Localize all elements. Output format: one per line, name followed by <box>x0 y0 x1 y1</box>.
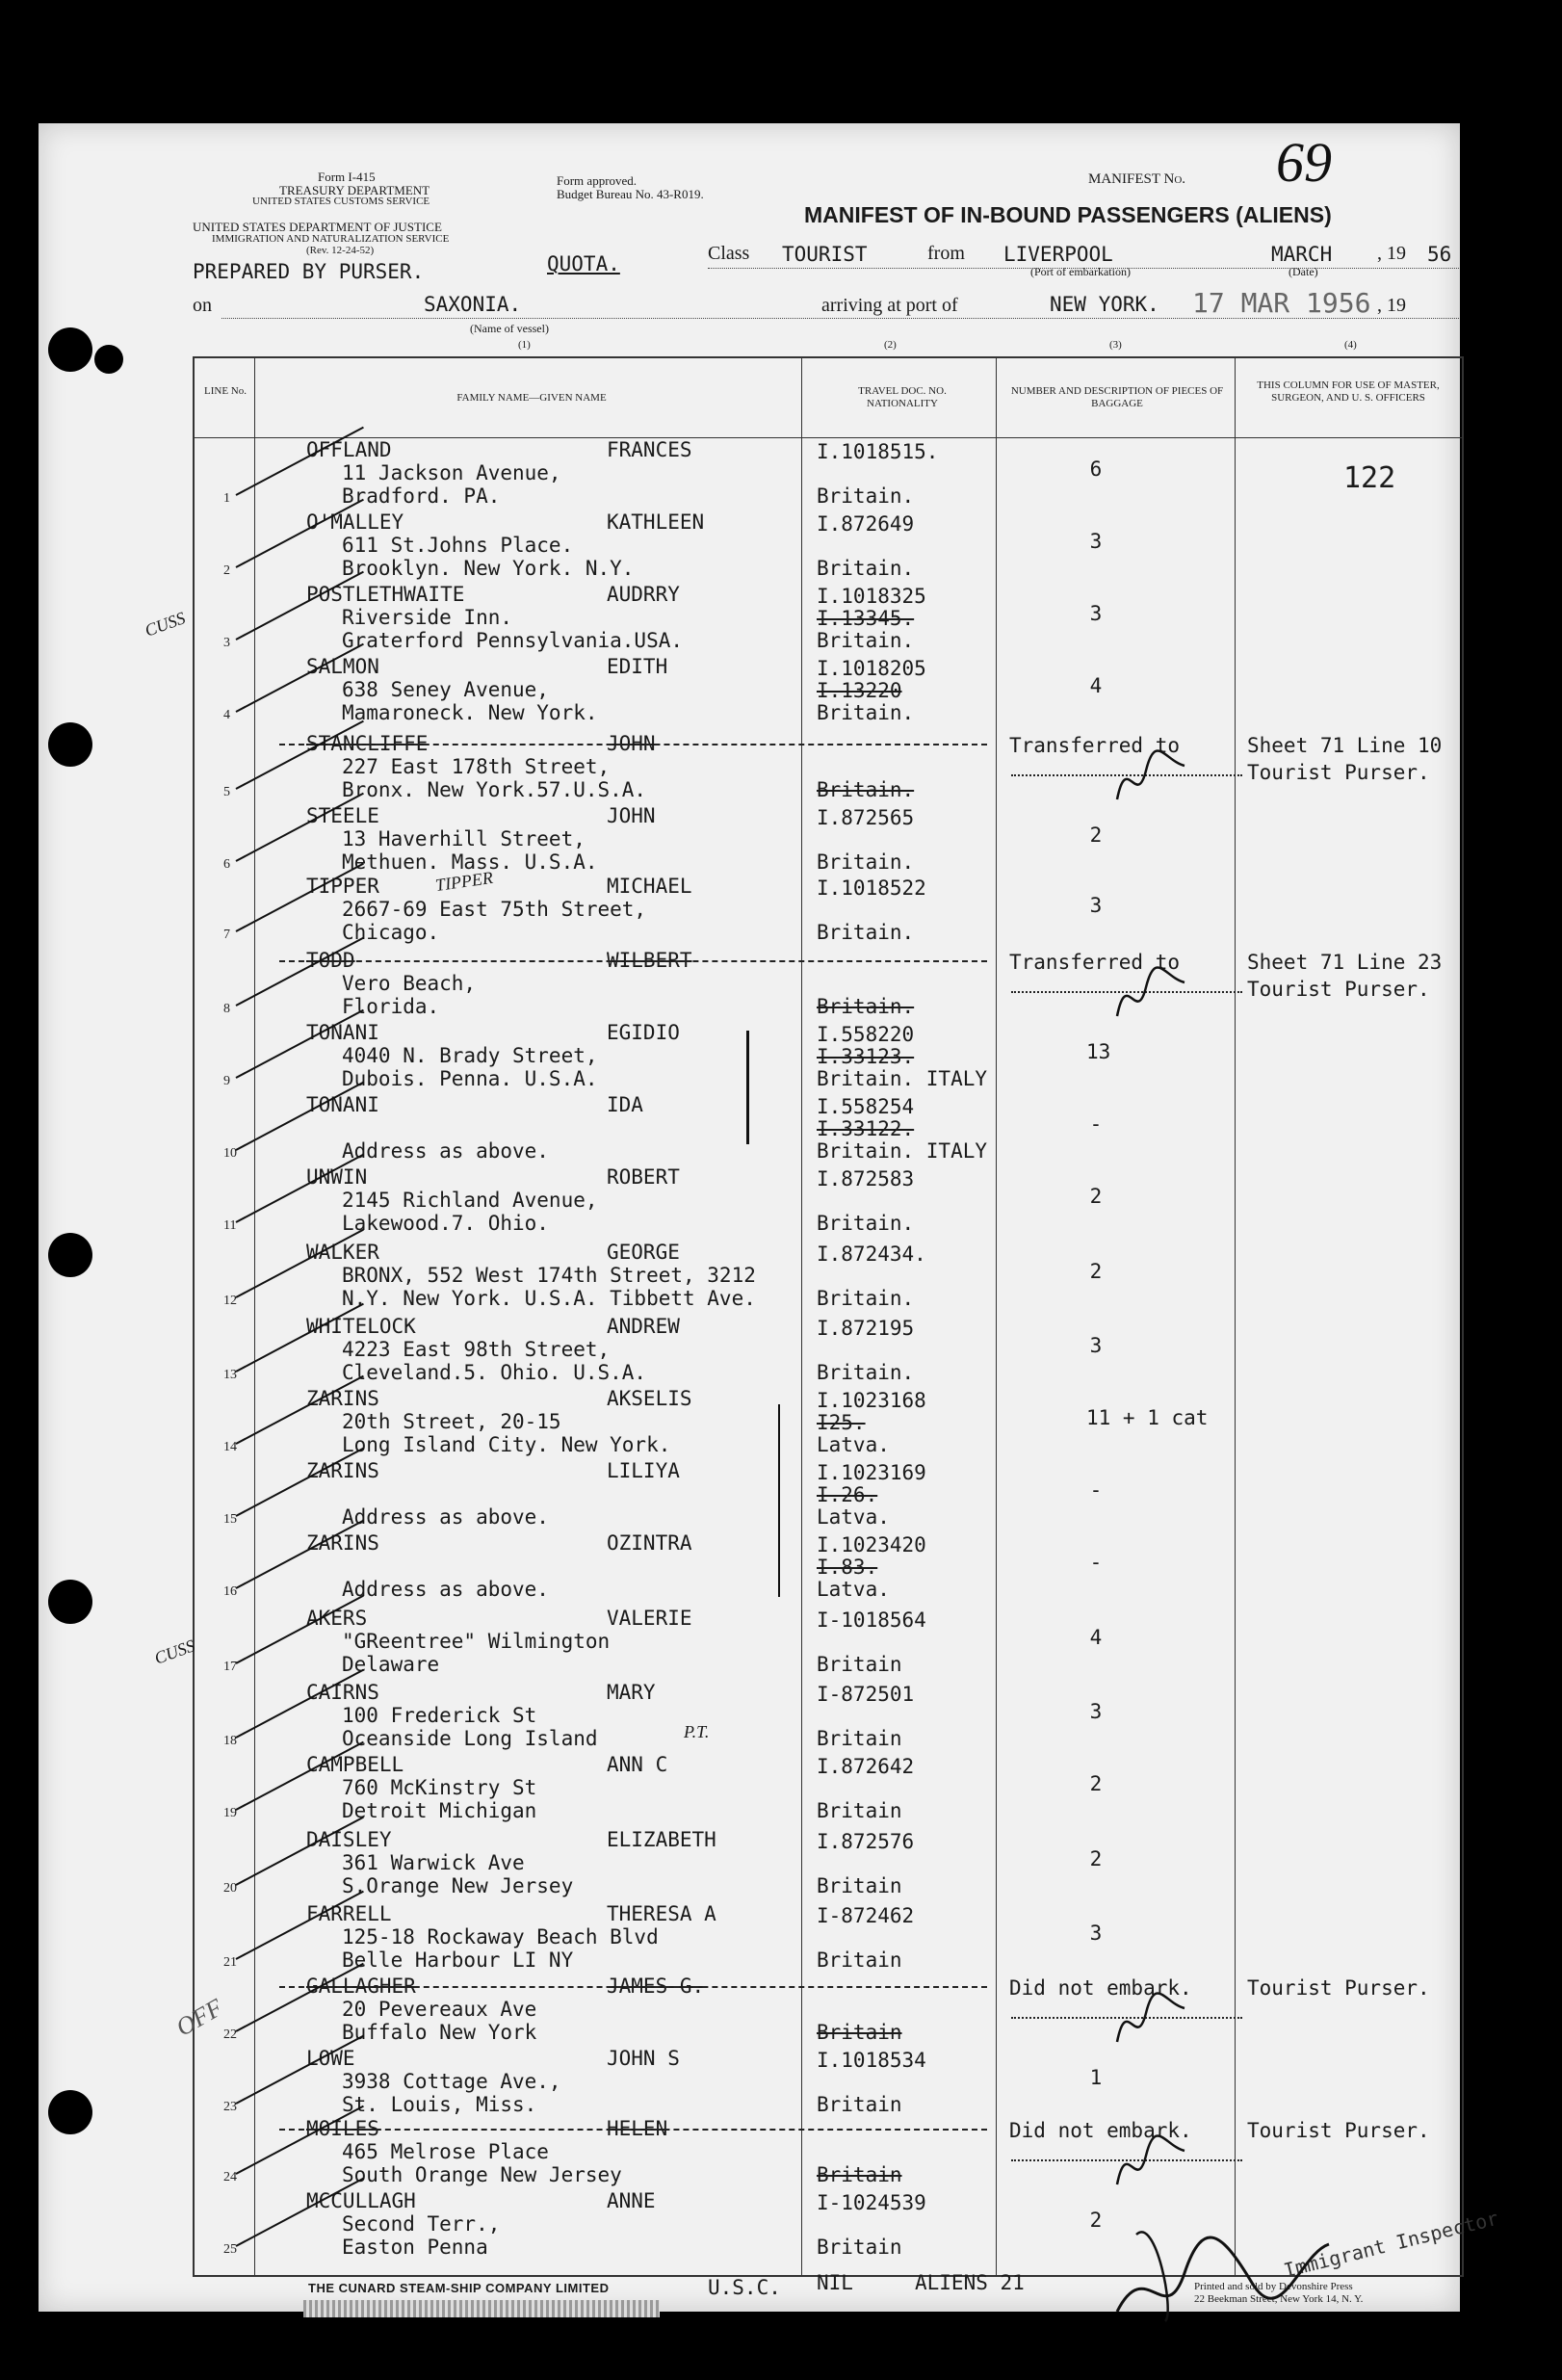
baggage-note: Did not embark. <box>1009 2119 1192 2142</box>
baggage-count: 2 <box>1089 1260 1103 1283</box>
family-name: ZARINS <box>306 1531 379 1555</box>
address-line-2: Lakewood.7. Ohio. <box>342 1212 549 1235</box>
given-name: HELEN <box>607 2117 668 2140</box>
address-line-1: 2667-69 East 75th Street, <box>342 898 647 921</box>
arrival-date-stamp: 17 MAR 1956 <box>1192 287 1371 319</box>
col-header-line: LINE No. <box>204 385 247 397</box>
family-name: STEELE <box>306 804 379 827</box>
form-approved: Form approved. <box>557 173 638 188</box>
on-label: on <box>193 295 212 316</box>
line-number: 3 <box>223 636 230 650</box>
address-line-1: Riverside Inn. <box>342 606 513 629</box>
travel-doc-no: I.558254 <box>817 1095 915 1118</box>
line-number: 20 <box>223 1881 237 1896</box>
family-name: MOILES <box>306 2117 379 2140</box>
line-number: 22 <box>223 2027 237 2042</box>
family-name: LOWE <box>306 2047 355 2070</box>
arrival-port: NEW YORK. <box>1050 293 1159 316</box>
treasury-label: TREASURY DEPARTMENT <box>279 183 430 197</box>
ins-label: IMMIGRATION AND NATURALIZATION SERVICE <box>212 233 450 245</box>
address-line-2: Belle Harbour LI NY <box>342 1948 574 1972</box>
given-name: MICHAEL <box>607 875 692 898</box>
baggage-count: 3 <box>1089 530 1103 553</box>
nationality: Britain. ITALY <box>817 1067 988 1090</box>
given-name: ROBERT <box>607 1165 680 1189</box>
vessel-caption: (Name of vessel) <box>470 322 549 335</box>
line-number: 5 <box>223 785 230 799</box>
old-doc-no: I.13220 <box>817 679 902 702</box>
baggage-count: 3 <box>1089 1700 1103 1723</box>
purser-signature <box>1107 1984 1194 2052</box>
address-line-1: 125-18 Rockaway Beach Blvd <box>342 1925 659 1948</box>
travel-doc-no: I-872501 <box>817 1683 915 1706</box>
given-name: KATHLEEN <box>607 510 705 534</box>
given-name: AUDRRY <box>607 583 680 606</box>
line-number: 10 <box>223 1146 237 1161</box>
officer-note: Sheet 71 Line 23 <box>1247 951 1443 974</box>
baggage-count: 4 <box>1089 674 1103 697</box>
given-name: JOHN S <box>607 2047 680 2070</box>
baggage-count: - <box>1089 1478 1103 1502</box>
family-name: TIPPER <box>306 875 379 898</box>
purser-signature <box>1107 742 1194 809</box>
year-prefix: , 19 <box>1377 243 1406 264</box>
given-name: JOHN <box>607 732 656 755</box>
given-name: WILBERT <box>607 949 692 972</box>
family-name: TODD <box>306 949 355 972</box>
line-number: 8 <box>223 1002 230 1016</box>
family-name: MCCULLAGH <box>306 2189 416 2212</box>
manifest-title: MANIFEST OF IN-BOUND PASSENGERS (ALIENS) <box>804 202 1332 227</box>
nationality: Britain <box>817 1727 902 1750</box>
nationality: Britain. <box>817 1361 915 1384</box>
address-line-2: S.Orange New Jersey <box>342 1874 574 1897</box>
given-name: LILIYA <box>607 1459 680 1482</box>
line-number: 7 <box>223 928 230 942</box>
strike-through-line <box>279 2129 987 2131</box>
travel-doc-no: I.1018325 <box>817 585 926 608</box>
inspector-signature <box>1107 2196 1339 2331</box>
nationality: Britain <box>817 1799 902 1822</box>
given-name: GEORGE <box>607 1241 680 1264</box>
margin-note: CUSS <box>142 608 188 641</box>
given-name: EGIDIO <box>607 1021 680 1044</box>
family-name: ZARINS <box>306 1387 379 1410</box>
family-name: FARRELL <box>306 1902 392 1925</box>
baggage-count: 4 <box>1089 1626 1103 1649</box>
old-doc-no: I.13345. <box>817 607 915 630</box>
travel-doc-no: I.1018515. <box>817 440 939 463</box>
travel-doc-no: I.872649 <box>817 512 915 536</box>
line-number: 24 <box>223 2170 237 2184</box>
baggage-count: - <box>1089 1112 1103 1136</box>
address-line-1: 11 Jackson Avenue, <box>342 461 561 484</box>
nationality: Britain. <box>817 484 915 508</box>
nationality: Britain <box>817 2236 902 2259</box>
family-name: CAIRNS <box>306 1681 379 1704</box>
justice-label: UNITED STATES DEPARTMENT OF JUSTICE <box>193 220 442 234</box>
officer-note: Tourist Purser. <box>1247 2119 1430 2142</box>
officer-note: 122 <box>1343 461 1396 495</box>
travel-doc-no: I.872434. <box>817 1242 926 1266</box>
nationality: Britain <box>817 2093 902 2116</box>
address-line-2: St. Louis, Miss. <box>342 2093 537 2116</box>
col-number-1: (1) <box>518 339 531 351</box>
nationality: Britain. <box>817 629 915 652</box>
strike-through-line <box>279 744 987 745</box>
officer-note-2: Tourist Purser. <box>1247 978 1430 1001</box>
family-name: WHITELOCK <box>306 1315 416 1338</box>
address-line-2: South Orange New Jersey <box>342 2163 622 2186</box>
travel-doc-no: I-872462 <box>817 1904 915 1927</box>
nationality: Britain. <box>817 1287 915 1310</box>
address-line-2: Address as above. <box>342 1578 549 1601</box>
rev-label: (Rev. 12-24-52) <box>306 245 375 256</box>
travel-doc-no: I.1018522 <box>817 876 926 900</box>
line-number: 15 <box>223 1512 237 1527</box>
given-name: AKSELIS <box>607 1387 692 1410</box>
nationality: Britain. ITALY <box>817 1139 988 1163</box>
arrival-year: , 19 <box>1377 295 1406 316</box>
given-name: OZINTRA <box>607 1531 692 1555</box>
address-line-1: 4040 N. Brady Street, <box>342 1044 598 1067</box>
address-line-1: Second Terr., <box>342 2212 501 2236</box>
baggage-count: 2 <box>1089 1772 1103 1795</box>
nationality: Britain <box>817 1874 902 1897</box>
company-footer: THE CUNARD STEAM-SHIP COMPANY LIMITED <box>308 2281 610 2295</box>
baggage-note: Transferred to <box>1009 734 1181 757</box>
old-doc-no: I.33122. <box>817 1117 915 1140</box>
vessel-name: SAXONIA. <box>424 293 522 316</box>
handwritten-note: P.T. <box>684 1722 710 1741</box>
baggage-count: 6 <box>1089 458 1103 481</box>
from-label: from <box>927 243 965 264</box>
baggage-count: 3 <box>1089 1334 1103 1357</box>
address-line-2: Address as above. <box>342 1505 549 1529</box>
line-number: 18 <box>223 1734 237 1748</box>
travel-doc-no: I.872583 <box>817 1167 915 1190</box>
travel-doc-no: I.872642 <box>817 1755 915 1778</box>
travel-doc-no: I.1018534 <box>817 2049 926 2072</box>
address-line-1: 760 McKinstry St <box>342 1776 537 1799</box>
given-name: VALERIE <box>607 1607 692 1630</box>
given-name: ANDREW <box>607 1315 680 1338</box>
family-name: ZARINS <box>306 1459 379 1482</box>
baggage-note: Transferred to <box>1009 951 1181 974</box>
given-name: MARY <box>607 1681 656 1704</box>
family-name: SALMON <box>306 655 379 678</box>
family-name: POSTLETHWAITE <box>306 583 465 606</box>
old-doc-no: I.26. <box>817 1483 878 1506</box>
address-line-2: Chicago. <box>342 921 440 944</box>
manifest-number: 69 <box>1276 131 1332 194</box>
given-name: THERESA A <box>607 1902 716 1925</box>
baggage-count: 2 <box>1089 1847 1103 1870</box>
travel-doc-no: I-1024539 <box>817 2191 926 2214</box>
address-line-2: Address as above. <box>342 1139 549 1163</box>
form-number: Form I-415 <box>318 170 376 184</box>
nationality: Latva. <box>817 1433 890 1456</box>
line-number: 12 <box>223 1294 237 1308</box>
travel-doc-no: I.872565 <box>817 806 915 829</box>
old-doc-no: I25. <box>817 1411 866 1434</box>
travel-doc-no: I.558220 <box>817 1023 915 1046</box>
given-name: ANN C <box>607 1753 668 1776</box>
nationality: Britain <box>817 1948 902 1972</box>
col-header-officers: THIS COLUMN FOR USE OF MASTER, SURGEON, AND U. S. OFFICERS <box>1257 379 1440 404</box>
nationality: Britain <box>817 2163 902 2186</box>
line-number: 16 <box>223 1584 237 1599</box>
address-line-2: Oceanside Long Island <box>342 1727 598 1750</box>
travel-doc-no: I.1023169 <box>817 1461 926 1484</box>
officer-note: Tourist Purser. <box>1247 1976 1430 2000</box>
class-value: TOURIST <box>782 243 868 266</box>
address-line-1: 361 Warwick Ave <box>342 1851 525 1874</box>
address-line-2: Detroit Michigan <box>342 1799 537 1822</box>
arriving-label: arriving at port of <box>821 295 958 316</box>
nil-label: NIL <box>817 2271 853 2294</box>
line-number: 19 <box>223 1806 237 1820</box>
address-line-1: BRONX, 552 West 174th Street, 3212 <box>342 1264 756 1287</box>
class-label: Class <box>708 243 750 264</box>
baggage-count: 3 <box>1089 1922 1103 1945</box>
bracket-line <box>746 1031 749 1144</box>
officer-note: Sheet 71 Line 10 <box>1247 734 1443 757</box>
nationality: Latva. <box>817 1578 890 1601</box>
line-number: 17 <box>223 1660 237 1674</box>
col-header-travel: TRAVEL DOC. NO. NATIONALITY <box>858 385 947 409</box>
family-name: TONANI <box>306 1093 379 1116</box>
family-name: CAMPBELL <box>306 1753 404 1776</box>
strike-through-line <box>279 1986 987 1988</box>
address-line-2: Florida. <box>342 995 440 1018</box>
company-stamp-bar <box>303 2300 660 2317</box>
family-name: AKERS <box>306 1607 368 1630</box>
address-line-1: 465 Melrose Place <box>342 2140 549 2163</box>
nationality: Britain. <box>817 995 915 1018</box>
nationality: Britain. <box>817 850 915 874</box>
nationality: Britain. <box>817 1212 915 1235</box>
line-number: 23 <box>223 2100 237 2114</box>
manifest-no-label: MANIFEST No. <box>1088 171 1186 187</box>
handwritten-correction: TIPPER <box>433 867 495 896</box>
given-name: JOHN <box>607 804 656 827</box>
travel-doc-no: I.1023420 <box>817 1533 926 1556</box>
family-name: WALKER <box>306 1241 379 1264</box>
address-line-1: 638 Seney Avenue, <box>342 678 549 701</box>
budget-bureau: Budget Bureau No. 43-R019. <box>557 187 704 201</box>
col-number-3: (3) <box>1109 339 1122 351</box>
address-line-2: Long Island City. New York. <box>342 1433 671 1456</box>
given-name: EDITH <box>607 655 668 678</box>
baggage-count: 11 + 1 cat <box>1086 1406 1209 1429</box>
address-line-1: Vero Beach, <box>342 972 477 995</box>
given-name: IDA <box>607 1093 643 1116</box>
address-line-1: 3938 Cottage Ave., <box>342 2070 561 2093</box>
address-line-2: Easton Penna <box>342 2236 488 2259</box>
family-name: OFFLAND <box>306 438 392 461</box>
given-name: JAMES G. <box>607 1975 705 1998</box>
port-caption: (Port of embarkation) <box>1030 265 1131 278</box>
given-name: FRANCES <box>607 438 692 461</box>
baggage-count: 2 <box>1089 824 1103 847</box>
line-number: 1 <box>223 491 230 506</box>
travel-doc-no: I.1023168 <box>817 1389 926 1412</box>
col-header-baggage: NUMBER AND DESCRIPTION OF PIECES OF BAGGAGE <box>1010 385 1224 409</box>
usc-label: U.S.C. <box>708 2276 781 2299</box>
address-line-1: 100 Frederick St <box>342 1704 537 1727</box>
family-name: TONANI <box>306 1021 379 1044</box>
margin-note: CUSS <box>151 1635 197 1668</box>
line-number: 13 <box>223 1368 237 1382</box>
address-line-1: 20th Street, 20-15 <box>342 1410 561 1433</box>
printer-note: Printed and sold by Devonshire Press <box>1194 2281 1353 2292</box>
address-line-2: Mamaroneck. New York. <box>342 701 598 724</box>
purser-signature <box>1107 2127 1194 2194</box>
line-number: 4 <box>223 708 230 722</box>
family-name: DAISLEY <box>306 1828 392 1851</box>
address-line-2: Dubois. Penna. U.S.A. <box>342 1067 598 1090</box>
bracket-line <box>778 1404 780 1597</box>
address-line-2: Cleveland.5. Ohio. U.S.A. <box>342 1361 647 1384</box>
address-line-2: Bradford. PA. <box>342 484 501 508</box>
baggage-count: - <box>1089 1551 1103 1574</box>
printer-address: 22 Beekman Street, New York 14, N. Y. <box>1194 2293 1364 2305</box>
line-number: 6 <box>223 857 230 872</box>
officer-note-2: Tourist Purser. <box>1247 761 1430 784</box>
address-line-2: Brooklyn. New York. N.Y. <box>342 557 635 580</box>
address-line-2: N.Y. New York. U.S.A. Tibbett Ave. <box>342 1287 756 1310</box>
aliens-count: ALIENS 21 <box>915 2271 1025 2294</box>
year-suffix: 56 <box>1427 243 1452 266</box>
nationality: Latva. <box>817 1505 890 1529</box>
line-number: 14 <box>223 1440 237 1454</box>
travel-doc-no: I-1018564 <box>817 1608 926 1632</box>
inspector-stamp: Immigrant Inspector <box>1281 2206 1501 2283</box>
nationality: Britain. <box>817 921 915 944</box>
address-line-1: "GReentree" Wilmington <box>342 1630 611 1653</box>
address-line-2: Graterford Pennsylvania.USA. <box>342 629 684 652</box>
col-number-2: (2) <box>884 339 897 351</box>
baggage-count: 2 <box>1089 1185 1103 1208</box>
address-line-1: 611 St.Johns Place. <box>342 534 574 557</box>
baggage-count: 3 <box>1089 602 1103 625</box>
line-number: 11 <box>223 1218 237 1233</box>
baggage-count: 3 <box>1089 894 1103 917</box>
strike-through-line <box>279 960 987 962</box>
address-line-2: Bronx. New York.57.U.S.A. <box>342 778 647 801</box>
prepared-by: PREPARED BY PURSER. <box>193 260 425 283</box>
baggage-count: 1 <box>1089 2066 1103 2089</box>
family-name: GALLAGHER <box>306 1975 416 1998</box>
purser-signature <box>1107 958 1194 1026</box>
nationality: Britain. <box>817 778 915 801</box>
line-number: 9 <box>223 1074 230 1088</box>
customs-label: UNITED STATES CUSTOMS SERVICE <box>252 196 430 207</box>
nationality: Britain. <box>817 701 915 724</box>
old-doc-no: I.83. <box>817 1556 878 1579</box>
family-name: STANCLIFFE <box>306 732 429 755</box>
line-number: 21 <box>223 1955 237 1970</box>
old-doc-no: I.33123. <box>817 1045 915 1068</box>
travel-doc-no: I.872576 <box>817 1830 915 1853</box>
family-name: O'MALLEY <box>306 510 404 534</box>
margin-note: OFF <box>170 1993 228 2042</box>
family-name: UNWIN <box>306 1165 368 1189</box>
address-line-1: 2145 Richland Avenue, <box>342 1189 598 1212</box>
travel-doc-no: I.872195 <box>817 1317 915 1340</box>
baggage-count: 13 <box>1086 1040 1111 1063</box>
address-line-2: Buffalo New York <box>342 2021 537 2044</box>
address-line-1: 4223 East 98th Street, <box>342 1338 611 1361</box>
travel-doc-no: I.1018205 <box>817 657 926 680</box>
line-number: 2 <box>223 563 230 578</box>
address-line-1: 13 Haverhill Street, <box>342 827 586 850</box>
address-line-1: 20 Pevereaux Ave <box>342 1998 537 2021</box>
embark-port: LIVERPOOL <box>1003 243 1113 266</box>
baggage-count: 2 <box>1089 2209 1103 2232</box>
line-number: 25 <box>223 2242 237 2257</box>
nationality: Britain. <box>817 557 915 580</box>
departure-month: MARCH <box>1271 243 1333 266</box>
date-caption: (Date) <box>1289 265 1318 278</box>
baggage-note: Did not embark. <box>1009 1976 1192 2000</box>
col-header-name: FAMILY NAME—GIVEN NAME <box>456 392 607 404</box>
given-name: ELIZABETH <box>607 1828 716 1851</box>
nationality: Britain <box>817 2021 902 2044</box>
col-number-4: (4) <box>1344 339 1357 351</box>
given-name: ANNE <box>607 2189 656 2212</box>
address-line-1: 227 East 178th Street, <box>342 755 611 778</box>
address-line-2: Methuen. Mass. U.S.A. <box>342 850 598 874</box>
address-line-2: Delaware <box>342 1653 440 1676</box>
quota-label: QUOTA. <box>547 252 620 275</box>
nationality: Britain <box>817 1653 902 1676</box>
